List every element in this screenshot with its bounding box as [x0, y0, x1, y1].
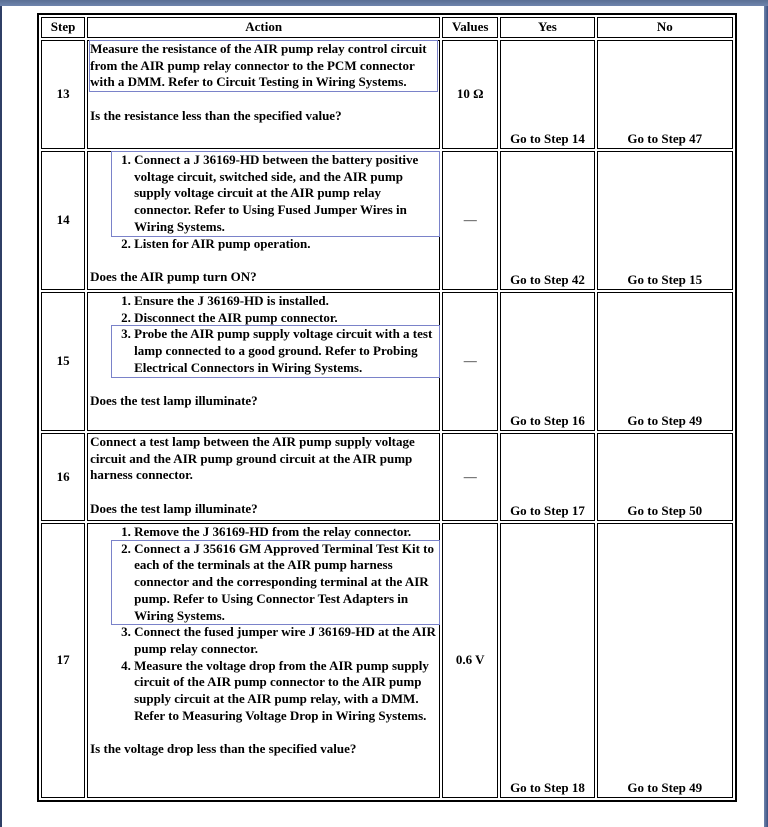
- action-text: Connect a test lamp between the AIR pump supply voltage circuit and the AIR pump ground circuit at the AIR pump harness connector.: [90, 434, 415, 483]
- action-cell: [87, 40, 440, 149]
- header-no: No: [597, 17, 733, 38]
- action-step-item: 4. Measure the voltage drop from the AIR pump supply circuit of the AIR pump connector to the AIR pump supply circuit at the AIR pump relay, with a DMM. Refer to Measuring Voltage Drop in Wiring Systems.: [134, 658, 437, 725]
- step-number: 14: [41, 151, 85, 290]
- table-row-step-16: [41, 433, 733, 521]
- value-cell: 0.6 V: [442, 523, 498, 798]
- step-number: 16: [41, 433, 85, 521]
- header-step: Step: [41, 17, 85, 38]
- header-action: Action: [87, 17, 440, 38]
- value-cell: —: [442, 292, 498, 431]
- header-yes: Yes: [500, 17, 594, 38]
- no-link[interactable]: Go to Step 49: [597, 292, 733, 431]
- no-link[interactable]: Go to Step 49: [597, 523, 733, 798]
- step-number: 17: [41, 523, 85, 798]
- question-text: Does the test lamp illuminate?: [90, 500, 258, 516]
- no-link[interactable]: Go to Step 15: [597, 151, 733, 290]
- step-number: 13: [41, 40, 85, 149]
- action-step-item: 1. Remove the J 36169-HD from the relay connector.: [134, 524, 437, 541]
- action-cell: [87, 292, 440, 431]
- value-cell: 10 Ω: [442, 40, 498, 149]
- window-right-scroll-edge[interactable]: [764, 6, 768, 827]
- yes-link[interactable]: Go to Step 14: [500, 40, 594, 149]
- action-step-item: 2. Connect a J 35616 GM Approved Terminal Test Kit to each of the terminals at the AIR pump harness connector and the corresponding terminal at the AIR pump. Refer to Using Connector Test Adapters in Wiring Systems.: [134, 541, 437, 625]
- table-row-step-14: [41, 151, 733, 290]
- no-link[interactable]: Go to Step 50: [597, 433, 733, 521]
- table-row-step-17: [41, 523, 733, 798]
- action-step-item: 3. Connect the fused jumper wire J 36169-HD at the AIR pump relay connector.: [134, 624, 437, 657]
- action-text: Measure the resistance of the AIR pump relay control circuit from the AIR pump relay connector to the PCM connector with a DMM. Refer to Circuit Testing in Wiring Systems.: [90, 41, 437, 91]
- action-steps-list: [90, 152, 437, 252]
- question-text: Does the AIR pump turn ON?: [90, 268, 257, 284]
- action-step-item: 2. Disconnect the AIR pump connector.: [134, 310, 437, 327]
- step-number: 15: [41, 292, 85, 431]
- question-text: Is the voltage drop less than the specified value?: [90, 741, 357, 757]
- action-cell: [87, 433, 440, 521]
- action-cell: [87, 151, 440, 290]
- question-text: Is the resistance less than the specified value?: [90, 107, 342, 123]
- action-steps-list: [90, 293, 437, 377]
- action-step-item: 3. Probe the AIR pump supply voltage circuit with a test lamp connected to a good ground. Refer to Probing Electrical Connectors in Wiring Systems.: [134, 326, 437, 376]
- header-values: Values: [442, 17, 498, 38]
- action-step-item: 1. Connect a J 36169-HD between the battery positive voltage circuit, switched side, and the AIR pump supply voltage circuit at the AIR pump relay connector. Refer to Using Fused Jumper Wires in Wiring Systems.: [134, 152, 437, 236]
- question-text: Does the test lamp illuminate?: [90, 393, 258, 409]
- diagnostic-procedure-table: [37, 13, 737, 802]
- yes-link[interactable]: Go to Step 42: [500, 151, 594, 290]
- action-cell: [87, 523, 440, 798]
- yes-link[interactable]: Go to Step 18: [500, 523, 594, 798]
- action-step-item: 2. Listen for AIR pump operation.: [134, 236, 437, 253]
- table-header-row: [41, 17, 733, 38]
- table-row-step-13: [41, 40, 733, 149]
- action-steps-list: [90, 524, 437, 724]
- value-cell: —: [442, 433, 498, 521]
- table-row-step-15: [41, 292, 733, 431]
- action-step-item: 1. Ensure the J 36169-HD is installed.: [134, 293, 437, 310]
- yes-link[interactable]: Go to Step 17: [500, 433, 594, 521]
- window-left-edge: [0, 6, 2, 827]
- window-top-bar: [0, 0, 768, 6]
- value-cell: —: [442, 151, 498, 290]
- yes-link[interactable]: Go to Step 16: [500, 292, 594, 431]
- no-link[interactable]: Go to Step 47: [597, 40, 733, 149]
